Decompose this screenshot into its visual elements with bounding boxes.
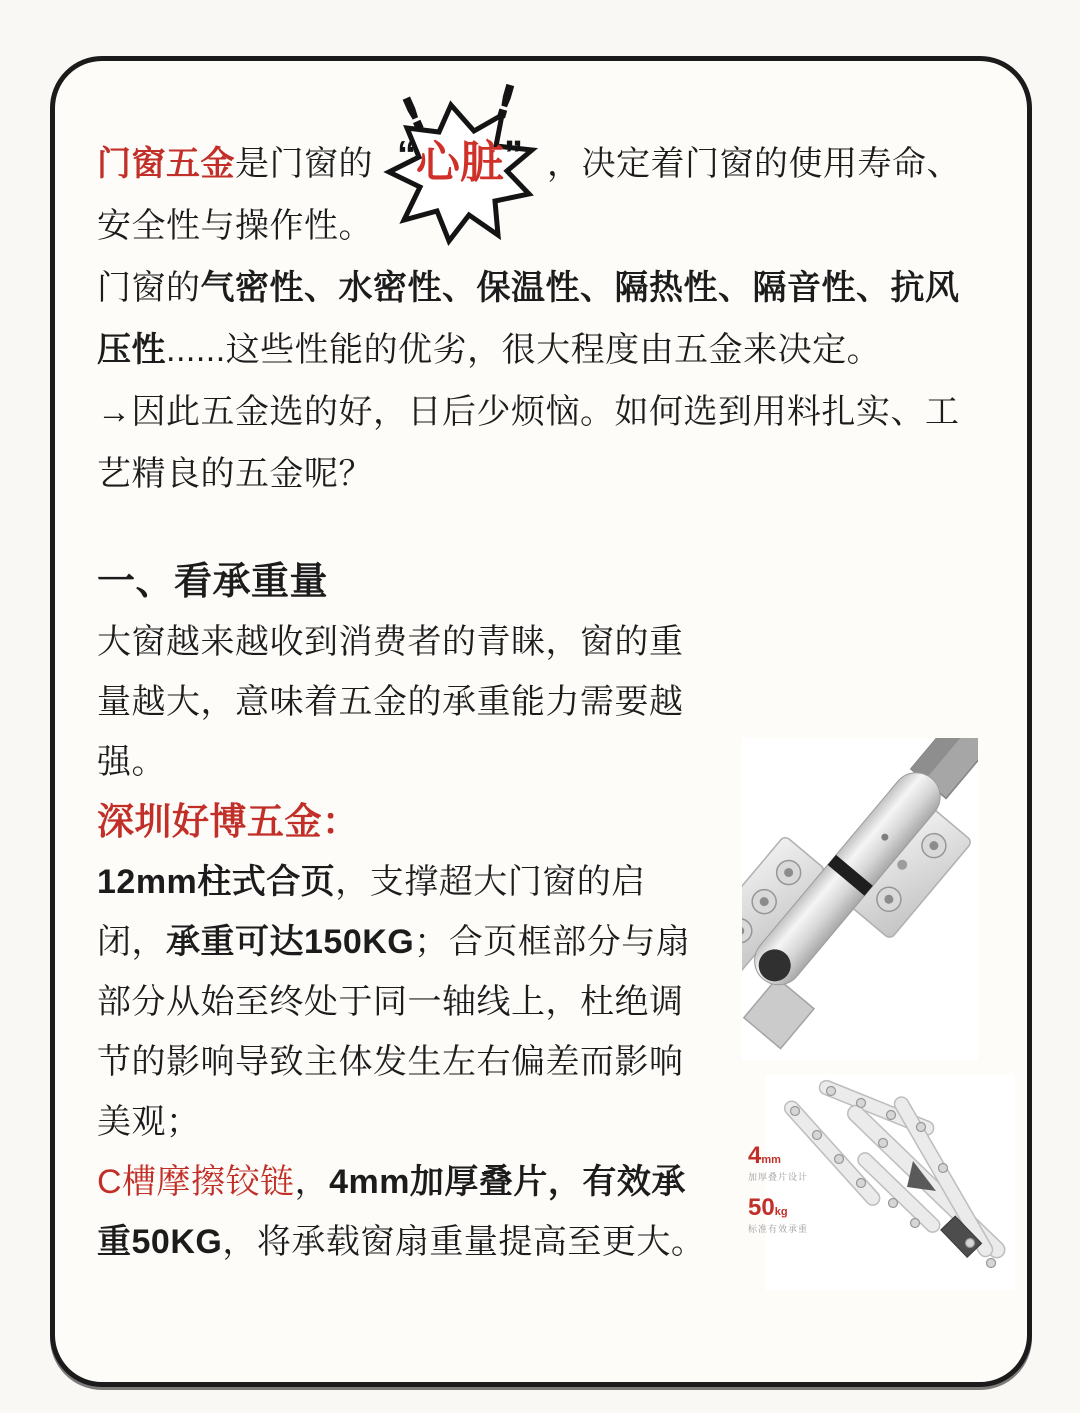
section-line-4-rest: ，支撑超大门窗的启 (335, 863, 646, 901)
section-line-9 (97, 1152, 757, 1212)
spec-4mm-unit: mm (761, 1154, 781, 1166)
intro-line-4-rest: ......这些性能的优劣，很大程度由五金来决定。 (166, 331, 882, 369)
product-hinge-keyword: 12mm柱式合页 (97, 863, 336, 901)
quote-close: ” (504, 134, 523, 176)
intro-line-6: 艺精良的五金呢？ (97, 455, 373, 493)
bang-mark-right: ! (487, 73, 524, 131)
intro-line-1-pre: 是门窗的 (235, 145, 373, 183)
section-line-5-pre: 闭， (97, 923, 166, 961)
section-line-10-rest: ，将承载窗扇重量提高至更大。 (222, 1223, 706, 1261)
intro-line-2: 安全性与操作性。 (97, 207, 373, 245)
intro-line-3 (97, 257, 987, 319)
load-150kg-keyword: 承重可达150KG (166, 923, 415, 961)
section-line-4 (97, 852, 757, 912)
intro-line-5: →因此五金选的好，日后少烦恼。如何选到用料扎实、工 (97, 393, 960, 431)
heart-burst (373, 73, 547, 195)
section-line-6: 部分从始至终处于同一轴线上，杜绝调 (97, 983, 684, 1021)
stay-spec-labels (748, 1144, 848, 1235)
intro-line-3-pre: 门窗的 (97, 269, 201, 307)
section-line-7: 节的影响导致主体发生左右偏差而影响 (97, 1043, 684, 1081)
spec-50kg-value: 50 (748, 1194, 775, 1221)
section-line-1: 大窗越来越收到消费者的青睐，窗的重 (97, 623, 684, 661)
section-line-10 (97, 1212, 757, 1272)
section-line-9-mid: ， (294, 1163, 330, 1201)
section-heading: 一、看承重量 (97, 561, 329, 603)
spec-4mm (748, 1144, 848, 1183)
brand-name-line: 深圳好博五金： (97, 801, 360, 842)
intro-paragraphs (97, 73, 987, 505)
section-load-capacity (97, 552, 757, 1272)
section-line-8: 美观； (97, 1103, 201, 1141)
performance-keyword-tail: 压性 (97, 331, 166, 369)
brand-keyword: 门窗五金 (97, 145, 235, 183)
section-line-5-rest: ；合页框部分与扇 (414, 923, 691, 961)
section-line-5 (97, 912, 757, 972)
intro-line-4 (97, 319, 987, 381)
pillar-hinge-graphic (742, 738, 978, 1060)
spec-50kg-unit: kg (774, 1206, 788, 1218)
product-stay-keyword: C槽摩擦铰链 (97, 1163, 295, 1201)
quote-open: “ (397, 134, 416, 176)
spec-50kg-caption: 标准有效承重 (748, 1224, 809, 1234)
burst-word-text: 心脏 (416, 138, 504, 187)
heart-burst-box (369, 73, 551, 248)
section-line-2: 量越大，意味着五金的承重能力需要越 (97, 683, 684, 721)
load-50kg-keyword: 重50KG (97, 1223, 223, 1261)
section-line-3: 强。 (97, 743, 166, 781)
spec-4mm-caption: 加厚叠片设计 (748, 1172, 809, 1182)
bang-mark-left: ! (392, 84, 435, 144)
pillar-hinge-photo (742, 738, 978, 1060)
spec-4mm-value: 4 (748, 1142, 762, 1169)
burst-word (369, 134, 551, 187)
intro-line-1-post: ，决定着门窗的使用寿命、 (547, 145, 961, 183)
spec-50kg (748, 1196, 848, 1235)
intro-line-1 (97, 73, 987, 195)
performance-keywords: 气密性、水密性、保温性、隔热性、隔音性、抗风 (200, 269, 960, 307)
stay-spec-keyword: 4mm加厚叠片，有效承 (329, 1163, 686, 1201)
